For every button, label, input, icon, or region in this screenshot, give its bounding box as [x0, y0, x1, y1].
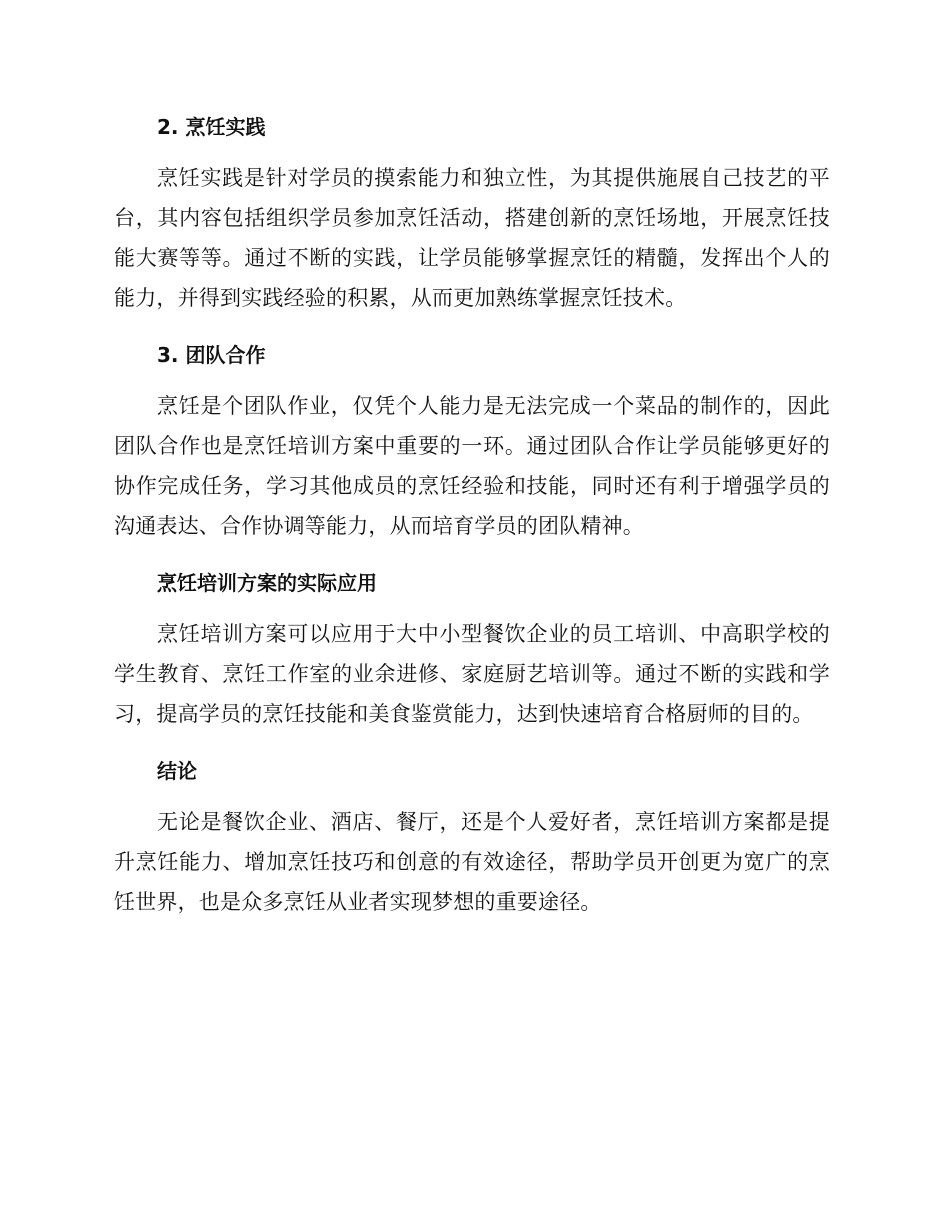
section-paragraph-teamwork: 烹饪是个团队作业，仅凭个人能力是无法完成一个菜品的制作的，因此团队合作也是烹饪培训方案中重要的一环。通过团队合作让学员能够更好的协作完成任务，学习其他成员的烹饪经验和技能，同时还有利于增强学员的沟通表达、合作协调等能力，从而培育学员的团队精神。 — [114, 394, 830, 538]
section-paragraph-conclusion: 无论是餐饮企业、酒店、餐厅，还是个人爱好者，烹饪培训方案都是提升烹饪能力、增加烹饪技巧和创意的有效途径，帮助学员开创更为宽广的烹饪世界，也是众多烹饪从业者实现梦想的重要途径。 — [114, 810, 830, 914]
section-heading-conclusion: 结论 — [157, 759, 197, 783]
document-body — [114, 108, 830, 940]
section-paragraph-cooking-practice: 烹饪实践是针对学员的摸索能力和独立性，为其提供施展自己技艺的平台，其内容包括组织学员参加烹饪活动，搭建创新的烹饪场地，开展烹饪技能大赛等等。通过不断的实践，让学员能够掌握烹饪的精髓，发挥出个人的能力，并得到实践经验的积累，从而更加熟练掌握烹饪技术。 — [114, 166, 830, 310]
section-heading-teamwork: 3. 团队合作 — [157, 343, 266, 367]
section-heading-practical-application: 烹饪培训方案的实际应用 — [157, 571, 377, 595]
section-heading-cooking-practice: 2. 烹饪实践 — [157, 115, 266, 139]
section-paragraph-practical-application: 烹饪培训方案可以应用于大中小型餐饮企业的员工培训、中高职学校的学生教育、烹饪工作室的业余进修、家庭厨艺培训等。通过不断的实践和学习，提高学员的烹饪技能和美食鉴赏能力，达到快速培育合格厨师的目的。 — [114, 622, 830, 726]
